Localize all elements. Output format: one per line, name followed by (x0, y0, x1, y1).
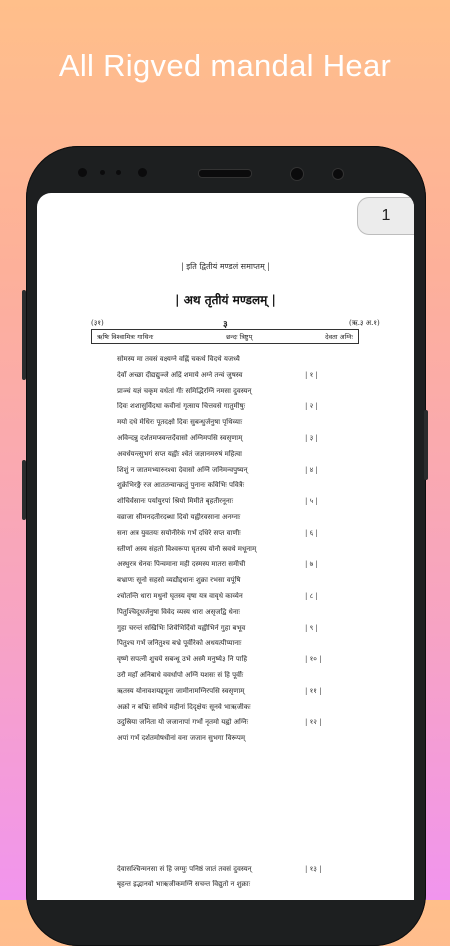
verse-number: | ९ | (305, 623, 318, 632)
verse-line: अपां गर्भं दर्शतमोषधीनां वना जजान सुभगा विरूपम् (117, 734, 246, 743)
verse-line: बृहन्त इद्भानवो भाऋजीकमग्निं सचन्त विद्युतो न शुक्राः (117, 880, 251, 888)
mandal-title: | अथ तृतीयं मण्डलम् | (175, 293, 276, 307)
verse-line: अवर्धयन्त्सुभगं सप्त यह्वीः श्वेतं जज्ञानमरुषं महित्वा (117, 449, 242, 458)
verse-number: | ११ | (305, 686, 322, 695)
phone-top-bezel (26, 146, 426, 194)
rishi-label: ऋषिः विश्वामित्रः गाथिनः (97, 333, 154, 341)
verse-line: प्राञ्चं यज्ञं चकृम वर्धतां गीः समिद्भिरग्निं नमसा दुवस्यन् (117, 386, 252, 395)
speaker-grille (198, 169, 252, 178)
verse-line: अविन्दन्नु दर्शतमप्स्वन्तर्देवासो अग्निमपसि स्वसॄणाम् (117, 434, 243, 442)
verse-number: | ४ | (305, 465, 318, 474)
power-button (424, 410, 428, 480)
verse-number: | २ | (305, 402, 318, 411)
verse-line: उरौ महाँ अनिबाधे ववर्धापो अग्निं यशसः सं हि पूर्वीः (117, 671, 244, 679)
app-screen[interactable] (37, 193, 414, 900)
verse-line: शुक्रेभिरङ्गै रज आततन्वान्क्रतुं पुनानः कविभिः पवित्रैः (117, 481, 245, 490)
verse-line: गुहा चरन्तं सखिभिः शिवेभिर्दिवो यह्वीभिर्न गुहा बभूव (117, 623, 246, 632)
verse-line: सोमस्य मा तवसं वक्ष्यग्ने वह्निं चकर्थ विदथे यजध्यै (117, 355, 240, 363)
verse-line: पितुश्च गर्भं जनितुश्च बभ्रे पूर्वीरेको अधयत्पीप्यानाः (117, 639, 242, 648)
verse-line: उदुस्रिया जनिता यो जजानापां गर्भो नृतमो यह्वो अग्निः (117, 718, 249, 727)
verse-line: शोचिर्वसानः पर्यायुरपां श्रियो मिमीते बृहतीरनूनाः (117, 497, 234, 506)
camera-icon (290, 167, 304, 181)
verse-line: शिशुं न जातमभ्यारुरश्वा देवासो अग्निं जनिमन्वपुष्यन् (117, 465, 248, 474)
devata-label: देवता अग्निः (325, 333, 353, 341)
verse-line: देवासश्चिन्मनसा सं हि जग्मुः पनिष्ठं जातं तवसं दुवस्यन् (117, 865, 252, 873)
verse-line: अक्रो न बभ्रिः समिथे महीनां दिदृक्षेयः सूनवे भाऋजीकः (117, 702, 251, 711)
verse-line: अस्थुरत्र धेनवः पिन्वमाना मही दस्मस्य मातरा समीची (117, 560, 246, 569)
page-number-indicator[interactable]: 1 (357, 197, 414, 235)
page-ref-right: (ऋ.३ अ.१) (349, 319, 380, 327)
verse-number: | १ | (305, 370, 318, 379)
verse-number: | ८ | (305, 592, 318, 600)
verse-line: बभ्राणः सूनो सहसो व्यद्यौद्दधानः शुक्रा रभसा वपूंषि (117, 576, 241, 585)
page-ref-left: (३१) (91, 319, 104, 327)
verse-line: श्चोतन्ति धारा मधुनो घृतस्य वृषा यत्र वावृधे काव्येन (117, 592, 243, 600)
sensor-icon (100, 170, 105, 175)
verse-line: सना अत्र युवतयः सयोनीरेकं गर्भं दधिरे सप्त वाणीः (117, 528, 241, 537)
verse-line: पितुश्चिदूधर्जनुषा विवेद व्यस्य धारा असृजद्वि धेनाः (117, 607, 240, 616)
verse-number: | १३ | (305, 865, 322, 873)
verse-number: | ७ | (305, 560, 318, 569)
sensor-icon (116, 170, 121, 175)
rishi-devata-box (91, 329, 359, 344)
volume-button (22, 290, 26, 380)
verse-line: ऋतस्य योनावशयद्दमूना जामीनामग्निरपसि स्वसॄणाम् (117, 686, 245, 695)
sensor-icon (78, 168, 87, 177)
verse-number: | ३ | (305, 434, 318, 442)
verse-line: देवाँ अच्छा दीद्यद्युञ्जे अद्रिं शमाये अग्ने तन्वं जुषस्व (117, 370, 243, 379)
camera-icon (332, 168, 344, 180)
scripture-page[interactable] (37, 193, 414, 900)
chhanda-label: छन्दः त्रिष्टुप् (226, 333, 253, 341)
verse-line: स्तीर्णा अस्य संहतो विश्वरूपा घृतस्य योनौ स्रवथे मधूनाम् (117, 544, 257, 553)
side-button (22, 460, 26, 520)
previous-mandal-end: | इति द्वितीयं मण्डलं समाप्तम् | (181, 262, 270, 271)
verse-line: वृष्णे सपत्नी शुचये सबन्धू उभे अस्मै मनुष्ये३ नि पाहि (117, 655, 248, 664)
verse-line: वव्राजा सीमनदतीरदब्धा दिवो यह्वीरवसाना अनग्नाः (117, 513, 241, 521)
sensor-icon (138, 168, 147, 177)
verse-line: मयो दधे मेधिरः पूतदक्षो दिवः सुबन्धुर्जनुषा पृथिव्याः (117, 418, 243, 427)
promo-headline: All Rigved mandal Hear (58, 48, 392, 83)
verse-number: | ५ | (305, 497, 318, 506)
page-ref-mid: ३ (223, 320, 228, 330)
verse-number: | १० | (305, 655, 322, 664)
verse-number: | ६ | (305, 528, 318, 537)
verse-number: | १२ | (305, 718, 322, 727)
verse-line: दिवः शशासुर्विदथा कवीनां गृत्साय चित्तवसे गातुमीषुः (117, 402, 245, 411)
